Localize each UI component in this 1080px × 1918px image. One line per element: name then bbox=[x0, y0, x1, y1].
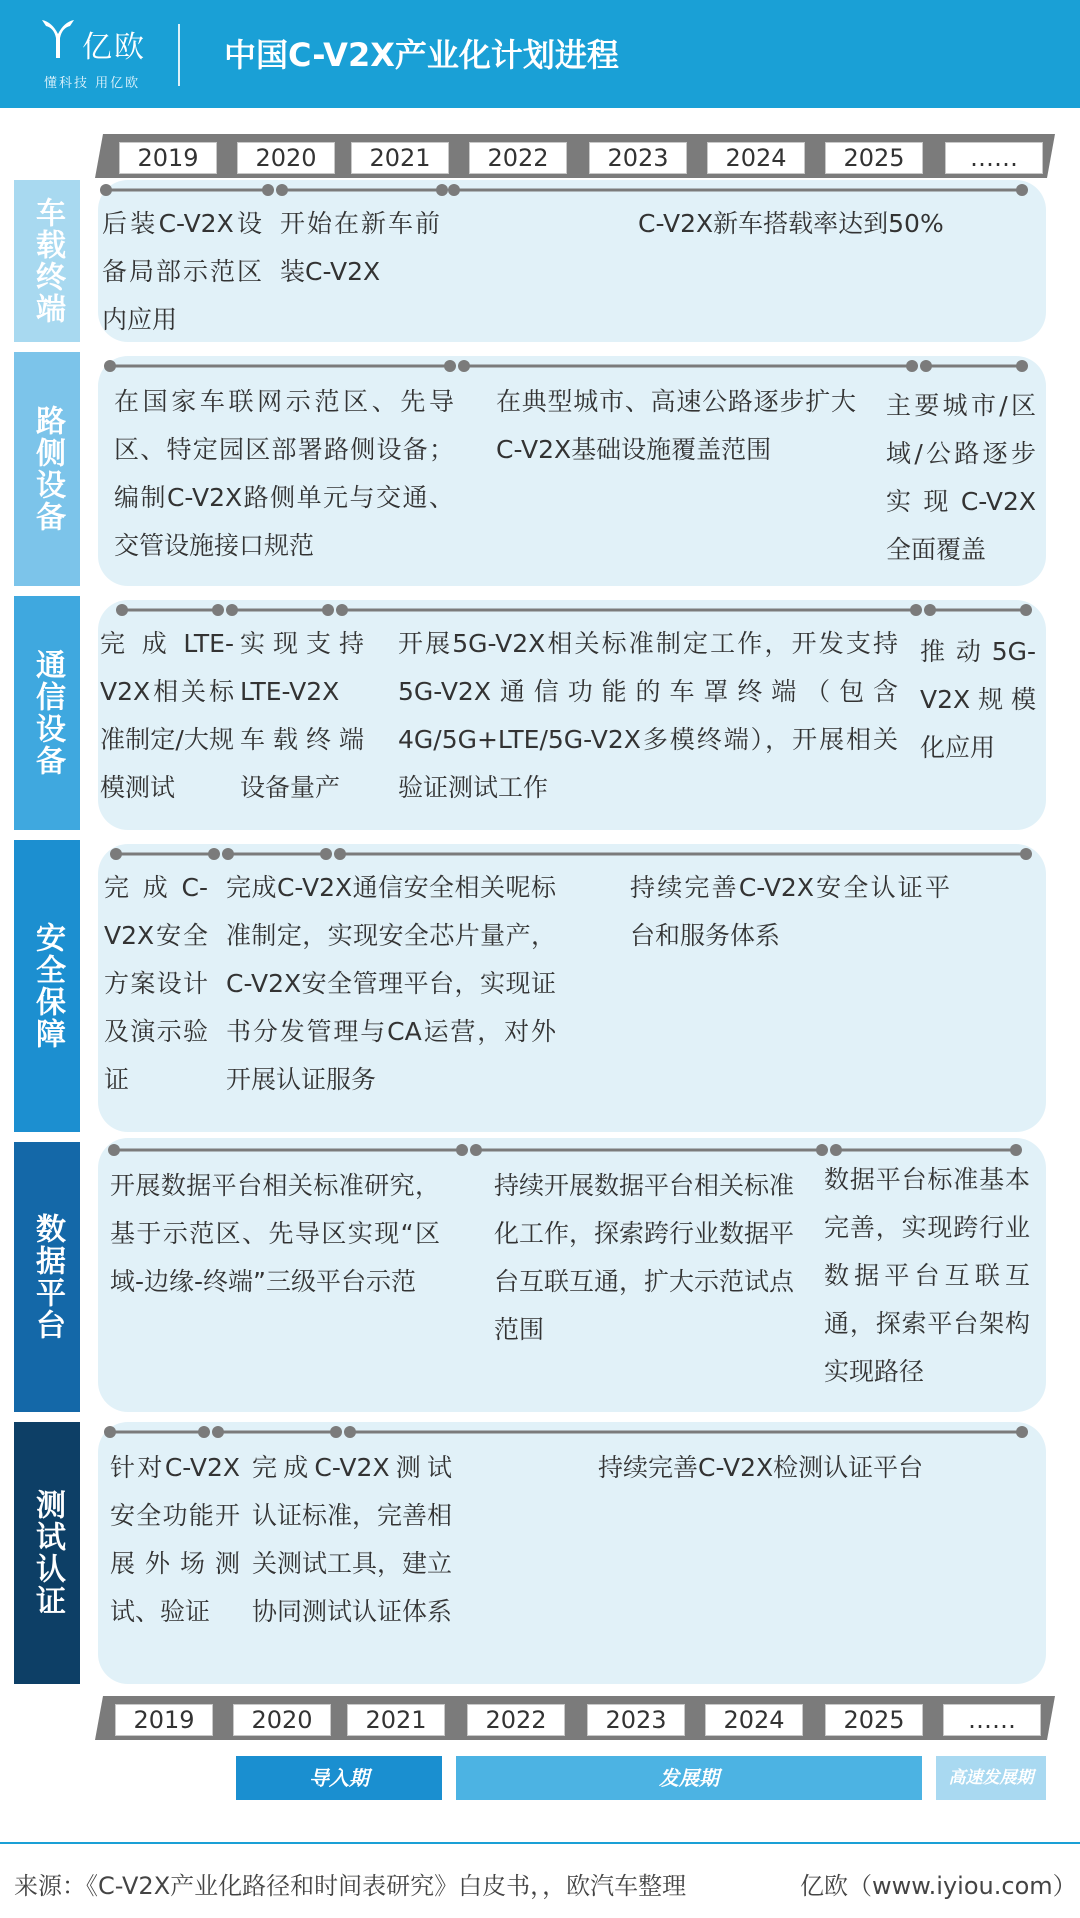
row-label-security: 安全保障 bbox=[14, 840, 80, 1132]
year-label: 2023 bbox=[587, 1704, 685, 1736]
year-label: 2021 bbox=[347, 1704, 445, 1736]
milestone-text: 持续完善C-V2X安全认证平台和服务体系 bbox=[630, 873, 950, 950]
year-label: 2025 bbox=[825, 1704, 923, 1736]
milestone-text: 完成C-V2X通信安全相关呢标准制定，实现安全芯片量产，C-V2X安全管理平台，实现证书分发管理与CA运营，对外开展认证服务 bbox=[226, 873, 556, 1094]
header-divider bbox=[178, 24, 180, 86]
year-label: 2020 bbox=[233, 1704, 331, 1736]
year-label: 2019 bbox=[119, 142, 217, 174]
year-label: …… bbox=[945, 142, 1043, 174]
year-band-bottom bbox=[95, 1696, 1055, 1740]
row-panel-test-certification bbox=[98, 1422, 1046, 1684]
year-label: 2024 bbox=[705, 1704, 803, 1736]
milestone-text: 开始在新车前装C-V2X bbox=[280, 209, 440, 286]
brand-credit: 亿欧（www.iyiou.com） bbox=[800, 1872, 1077, 1900]
milestone-text: 完成C-V2X测试认证标准，完善相关测试工具，建立协同测试认证体系 bbox=[252, 1453, 453, 1626]
milestone-text: 开展数据平台相关标准研究，基于示范区、先导区实现“区域-边缘-终端”三级平台示范 bbox=[110, 1171, 440, 1296]
phase-introduction: 导入期 bbox=[236, 1756, 442, 1800]
source-note: 来源：《C-V2X产业化路径和时间表研究》白皮书，，欧汽车整理 bbox=[14, 1872, 687, 1900]
row-label-communication-equipment: 通信设备 bbox=[14, 596, 80, 830]
row-label-roadside-equipment: 路侧设备 bbox=[14, 352, 80, 586]
logo-name: 亿欧 bbox=[82, 30, 146, 65]
row-panel-roadside-equipment bbox=[98, 356, 1046, 586]
year-label: 2020 bbox=[237, 142, 335, 174]
year-label: 2023 bbox=[589, 142, 687, 174]
year-label: …… bbox=[943, 1704, 1041, 1736]
row-label-data-platform: 数据平台 bbox=[14, 1142, 80, 1412]
milestone-text: 推动5G-V2X规模化应用 bbox=[920, 637, 1036, 762]
milestone-text: 在国家车联网示范区、先导区、特定园区部署路侧设备；编制C-V2X路侧单元与交通、交管设施接口规范 bbox=[114, 387, 454, 560]
logo-icon bbox=[40, 18, 76, 60]
milestone-text: 在典型城市、高速公路逐步扩大C-V2X基础设施覆盖范围 bbox=[496, 387, 856, 464]
milestone-text: 实现支持LTE-V2X车载终端设备量产 bbox=[240, 629, 364, 802]
year-label: 2019 bbox=[115, 1704, 213, 1736]
header-bar bbox=[0, 0, 1080, 108]
logo-slogan: 懂科技 用亿欧 bbox=[44, 76, 141, 91]
year-label: 2025 bbox=[825, 142, 923, 174]
milestone-text: 完成C-V2X安全方案设计及演示验证 bbox=[104, 873, 208, 1094]
milestone-text: 主要城市/区域/公路逐步实现C-V2X全面覆盖 bbox=[886, 391, 1036, 564]
milestone-text: 完成LTE-V2X相关标准制定/大规模测试 bbox=[100, 629, 234, 802]
milestone-text: C-V2X新车搭载率达到50% bbox=[638, 209, 944, 238]
milestone-text: 开展5G-V2X相关标准制定工作，开发支持5G-V2X通信功能的车罩终端（包含4G/5G+LTE/5G-V2X多模终端），开展相关验证测试工作 bbox=[398, 629, 898, 802]
phase-rapid-development: 高速发展期 bbox=[936, 1756, 1046, 1800]
year-label: 2022 bbox=[469, 142, 567, 174]
row-label-vehicle-terminal: 车载终端 bbox=[14, 180, 80, 342]
milestone-text: 后装C-V2X设备局部示范区内应用 bbox=[102, 209, 262, 334]
page-title: 中国C-V2X产业化计划进程 bbox=[224, 36, 619, 74]
phase-development: 发展期 bbox=[456, 1756, 922, 1800]
row-panel-security bbox=[98, 844, 1046, 1132]
row-panel-communication-equipment bbox=[98, 600, 1046, 830]
milestone-text: 针对C-V2X安全功能开展外场测试、验证 bbox=[110, 1453, 240, 1626]
milestone-text: 持续开展数据平台相关标准化工作，探索跨行业数据平台互联互通，扩大示范试点范围 bbox=[494, 1171, 795, 1344]
milestone-text: 持续完善C-V2X检测认证平台 bbox=[598, 1453, 924, 1482]
row-panel-vehicle-terminal bbox=[98, 180, 1046, 342]
row-panel-data-platform bbox=[98, 1138, 1046, 1412]
milestone-text: 数据平台标准基本完善，实现跨行业数据平台互联互通，探索平台架构实现路径 bbox=[824, 1165, 1030, 1386]
year-band-top bbox=[95, 134, 1055, 178]
year-label: 2021 bbox=[351, 142, 449, 174]
year-label: 2024 bbox=[707, 142, 805, 174]
row-label-test-certification: 测试认证 bbox=[14, 1422, 80, 1684]
year-label: 2022 bbox=[467, 1704, 565, 1736]
footer-divider bbox=[0, 1842, 1080, 1844]
